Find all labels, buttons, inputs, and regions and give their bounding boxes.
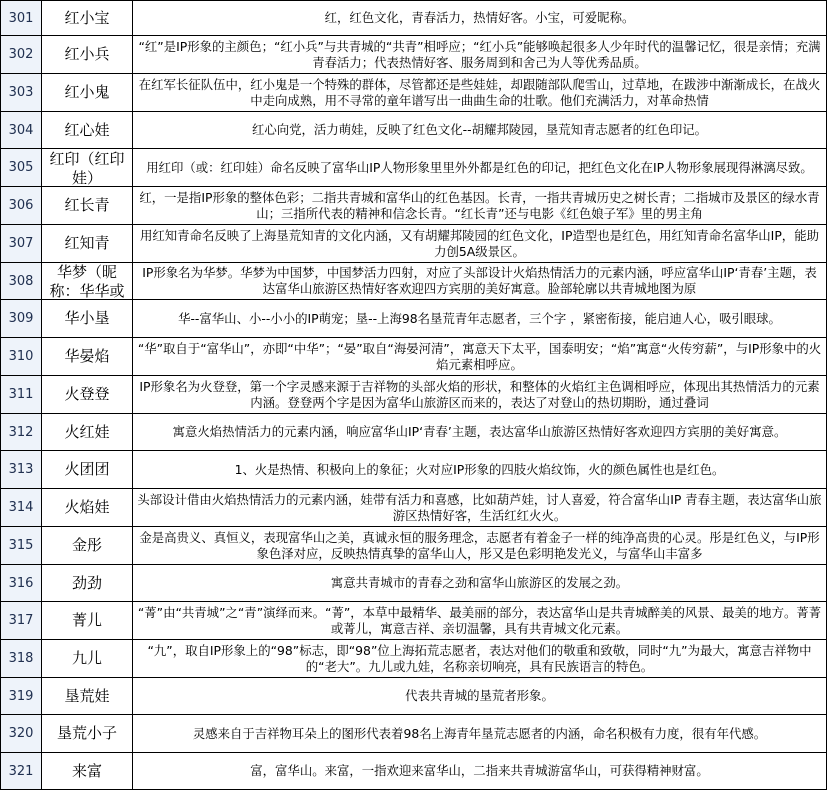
description-text: 用红知青命名反映了上海垦荒知青的文化内涵，又有胡耀邦陵园的红色文化，IP造型也是红色，用红知青命名富华山IP，能助力创5A级景区。 <box>140 227 819 259</box>
description-cell[interactable] <box>133 36 827 74</box>
name-cell[interactable]: 火登登 <box>42 376 133 414</box>
name-cell[interactable]: 九儿 <box>42 640 133 678</box>
description-cell[interactable] <box>133 1 827 36</box>
table-row <box>1 225 827 263</box>
table-row <box>1 338 827 376</box>
table-row <box>1 602 827 640</box>
row-number[interactable]: 302 <box>1 36 42 74</box>
table-row <box>1 376 827 414</box>
description-cell[interactable] <box>133 527 827 565</box>
row-number[interactable]: 318 <box>1 640 42 678</box>
description-text: 华--富华山、小--小小的IP萌宠；垦--上海98名垦荒青年志愿者，三个字 ，紧密衔接，能启迪人心，吸引眼球。 <box>178 310 781 326</box>
row-number[interactable]: 310 <box>1 338 42 376</box>
table-row <box>1 753 827 790</box>
description-text: 代表共青城的垦荒者形象。 <box>405 688 554 703</box>
name-cell[interactable]: 华晏焰 <box>42 338 133 376</box>
description-text: “菁”由“共青城”之“青”演绎而来。“菁”，本草中最精华、最美丽的部分，表达富华山是共青城醉美的风景、最美的地方。菁菁或菁儿，寓意吉祥、亲切温馨，具有共青城文化元素。 <box>137 604 822 636</box>
name-cell[interactable]: 垦荒娃 <box>42 678 133 715</box>
row-number[interactable]: 309 <box>1 300 42 338</box>
description-text: “红”是IP形象的主颜色；“红小兵”与共青城的“共青”相呼应；“红小兵”能够唤起很多人少年时代的温馨记忆，很是亲情；充满青春活力；代表热情好客、服务周到和舍己为人等优秀品质。 <box>138 38 821 70</box>
row-number[interactable]: 308 <box>1 263 42 300</box>
description-text: 灵感来自于吉祥物耳朵上的图形代表着98名上海青年垦荒志愿者的内涵，命名积极有力度，很有年代感。 <box>192 725 767 741</box>
table-row <box>1 263 827 300</box>
description-text: 寓意火焰热情活力的元素内涵，响应富华山IP‘青春’主题，表达富华山旅游区热情好客欢迎四方宾朋的美好寓意。 <box>172 424 787 439</box>
name-cell[interactable]: 火红娃 <box>42 414 133 451</box>
description-text: 用红印（或：红印娃）命名反映了富华山IP人物形象里里外外都是红色的印记，把红色文化在IP人物形象展现得淋漓尽致。 <box>146 159 813 175</box>
row-number[interactable]: 305 <box>1 149 42 187</box>
description-text: 寓意共青城市的青春之劲和富华山旅游区的发展之劲。 <box>330 575 629 590</box>
description-cell[interactable] <box>133 338 827 376</box>
row-number[interactable]: 304 <box>1 112 42 149</box>
table-row <box>1 36 827 74</box>
row-number[interactable]: 319 <box>1 678 42 715</box>
description-text: 头部设计借由火焰热情活力的元素内涵，娃带有活力和喜感，比如葫芦娃，讨人喜爱，符合富华山IP 青春主题，表达富华山旅游区热情好客，生活红红火火。 <box>137 491 822 523</box>
row-number[interactable]: 312 <box>1 414 42 451</box>
row-number[interactable]: 313 <box>1 451 42 489</box>
table-row <box>1 678 827 715</box>
description-cell[interactable] <box>133 753 827 790</box>
table-row <box>1 149 827 187</box>
table-row <box>1 715 827 753</box>
table-row <box>1 451 827 489</box>
description-text: 金是高贵义、真恒义，表现富华山之美，真诚永恒的服务理念，志愿者有着金子一样的纯净高贵的心灵。彤是红色义，与IP形象色泽对应，反映热情真挚的富华山人，彤又是色彩明艳发光义，与富华山丰富多 <box>139 529 820 561</box>
table-row <box>1 1 827 36</box>
name-cell[interactable] <box>42 149 133 187</box>
name-cell[interactable]: 红小鬼 <box>42 74 133 112</box>
name-cell[interactable]: 金彤 <box>42 527 133 565</box>
description-cell[interactable] <box>133 149 827 187</box>
table-row <box>1 527 827 565</box>
description-text: “华”取自于“富华山”，亦即“中华”；“晏”取自“海晏河清”，寓意天下太平，国泰明安；“焰”寓意“火传穷薪”，与IP形象中的火焰元素相呼应。 <box>137 340 822 372</box>
description-text: 1、火是热情、积极向上的象征；火对应IP形象的四肢火焰纹饰，火的颜色属性也是红色。 <box>234 461 725 477</box>
row-number[interactable]: 307 <box>1 225 42 263</box>
description-cell[interactable] <box>133 489 827 527</box>
table-row <box>1 640 827 678</box>
description-cell[interactable] <box>133 678 827 715</box>
name-cell[interactable]: 红小兵 <box>42 36 133 74</box>
description-text: IP形象名为华梦。华梦为中国梦，中国梦活力四射，对应了头部设计火焰热情活力的元素内涵，呼应富华山IP‘青春’主题，表达富华山旅游区热情好客欢迎四方宾朋的美好寓意。脸部轮廓以共青城地图为原 <box>142 265 817 296</box>
name-cell[interactable]: 劲劲 <box>42 565 133 602</box>
description-cell[interactable] <box>133 715 827 753</box>
name-cell[interactable] <box>42 263 133 300</box>
description-text: 红，红色文化，青春活力，热情好客。小宝，可爱昵称。 <box>324 10 635 25</box>
description-text: 红，一是指IP形象的整体色彩；二指共青城和富华山的红色基因。长青，一指共青城历史之树长青；二指城市及景区的绿水青山；三指所代表的精神和信念长青。“红长青”还与电影《红色娘子军》里的男主角 <box>139 189 820 221</box>
description-cell[interactable] <box>133 263 827 300</box>
description-text: 在红军长征队伍中，红小鬼是一个特殊的群体，尽管都还是些娃娃，却跟随部队爬雪山，过草地，在跋涉中渐渐成长，在战火中走向成熟，用不寻常的童年谱写出一曲曲生命的壮歌。他们充满活力，对革命热情 <box>138 76 821 108</box>
name-cell[interactable]: 华小垦 <box>42 300 133 338</box>
table-row <box>1 74 827 112</box>
name-cell[interactable]: 来富 <box>42 753 133 790</box>
description-cell[interactable] <box>133 74 827 112</box>
description-cell[interactable] <box>133 602 827 640</box>
table-row <box>1 300 827 338</box>
row-number[interactable]: 317 <box>1 602 42 640</box>
description-cell[interactable] <box>133 112 827 149</box>
table-row <box>1 565 827 602</box>
row-number[interactable]: 315 <box>1 527 42 565</box>
description-cell[interactable] <box>133 300 827 338</box>
row-number[interactable]: 321 <box>1 753 42 790</box>
table-row <box>1 489 827 527</box>
description-cell[interactable] <box>133 376 827 414</box>
row-number[interactable]: 316 <box>1 565 42 602</box>
name-cell[interactable]: 火团团 <box>42 451 133 489</box>
description-text: “九”，取自IP形象上的“98”标志，即“98”位上海拓荒志愿者，表达对他们的敬重和致敬，同时“九”为最大，寓意吉祥物中的“老大”。九儿或九娃，名称亲切响亮，具有民族语言的特色。 <box>147 642 812 674</box>
name-cell[interactable]: 火焰娃 <box>42 489 133 527</box>
table-body <box>1 1 827 790</box>
table-row <box>1 187 827 225</box>
table-row <box>1 112 827 149</box>
description-text: 富，富华山。来富，一指欢迎来富华山，二指来共青城游富华山，可获得精神财富。 <box>250 763 709 778</box>
row-number[interactable]: 311 <box>1 376 42 414</box>
row-number[interactable]: 306 <box>1 187 42 225</box>
description-cell[interactable] <box>133 187 827 225</box>
row-number[interactable]: 301 <box>1 1 42 36</box>
description-cell[interactable] <box>133 451 827 489</box>
name-text: 红印（红印娃） <box>49 149 125 186</box>
description-cell[interactable] <box>133 414 827 451</box>
row-number[interactable]: 303 <box>1 74 42 112</box>
description-cell[interactable] <box>133 225 827 263</box>
description-cell[interactable] <box>133 565 827 602</box>
name-cell[interactable]: 红长青 <box>42 187 133 225</box>
description-cell[interactable] <box>133 640 827 678</box>
name-cell[interactable]: 红心娃 <box>42 112 133 149</box>
name-cell[interactable]: 红小宝 <box>42 1 133 36</box>
row-number[interactable]: 314 <box>1 489 42 527</box>
name-text: 华梦（昵称：华华或 <box>49 263 125 299</box>
table-row <box>1 414 827 451</box>
name-cell[interactable]: 菁儿 <box>42 602 133 640</box>
row-number[interactable]: 320 <box>1 715 42 753</box>
name-cell[interactable]: 垦荒小子 <box>42 715 133 753</box>
name-cell[interactable]: 红知青 <box>42 225 133 263</box>
description-text: 红心向党，活力萌娃，反映了红色文化--胡耀邦陵园，垦荒知青志愿者的红色印记。 <box>251 122 707 137</box>
description-text: IP形象名为火登登，第一个字灵感来源于吉祥物的头部火焰的形状，和整体的火焰红主色调相呼应，体现出其热情活力的元素内涵。登登两个字是因为富华山旅游区而来的，表达了对登山的热切期盼，通过叠词 <box>139 378 820 410</box>
